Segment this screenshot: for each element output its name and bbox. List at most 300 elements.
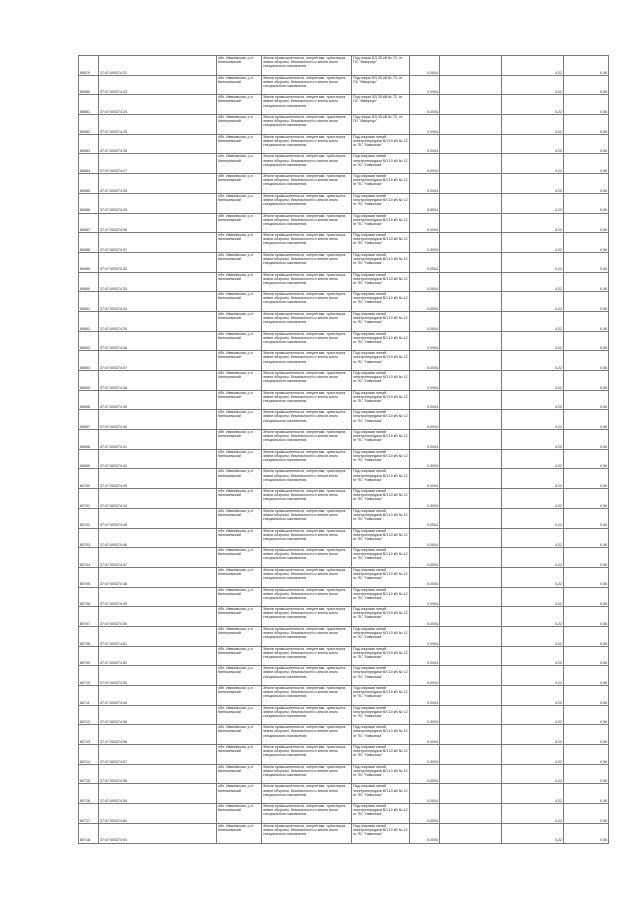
empty-cell [440,292,502,312]
total-cell: 0,06 [564,174,609,194]
value-cell: 4,22 [502,705,564,725]
category-cell: Земли промышленности, энергетики, транспорта, земли обороны, безопасности и земли иного специального назначения [262,804,352,824]
permitted-use-cell: Под опорами линий электропередачи ВЛ-10 кВ № 12 от ПС "Наволоки" [352,607,410,627]
area-cell: 0,0004 [410,174,440,194]
category-cell: Земли промышленности, энергетики, транспорта, земли обороны, безопасности и земли иного специального назначения [262,587,352,607]
table-row [79,489,609,509]
table-row [79,154,609,174]
empty-cell [440,587,502,607]
category-cell: Земли промышленности, энергетики, транспорта, земли обороны, безопасности и земли иного специального назначения [262,489,352,509]
permitted-use-cell: Под опорами линий электропередачи ВЛ-10 кВ № 12 от ПС "Наволоки" [352,626,410,646]
cadastral-number-cell: 37:07:000374:59 [99,784,217,804]
table-row [79,469,609,489]
area-cell: 0,0004 [410,587,440,607]
total-cell: 0,06 [564,115,609,135]
total-cell: 0,06 [564,587,609,607]
table-row [79,410,609,430]
owner-cell: обл. Ивановская, р-н Кинешемский [217,390,262,410]
table-row [79,134,609,154]
area-cell: 0,0004 [410,56,440,76]
area-cell: 0,0004 [410,784,440,804]
permitted-use-cell: Под опорами линий электропередачи ВЛ-10 кВ № 12 от ПС "Наволоки" [352,745,410,765]
cadastral-number-cell: 37:07:000374:54 [99,686,217,706]
value-cell: 4,22 [502,75,564,95]
empty-cell [440,508,502,528]
value-cell: 4,22 [502,823,564,843]
table-row [79,449,609,469]
table-row [79,115,609,135]
value-cell: 4,22 [502,154,564,174]
category-cell: Земли промышленности, энергетики, транспорта, земли обороны, безопасности и земли иного специального назначения [262,686,352,706]
cadastral-number-cell: 37:07:000374:23 [99,75,217,95]
cadastral-number-cell: 37:07:000374:40 [99,410,217,430]
category-cell: Земли промышленности, энергетики, транспорта, земли обороны, безопасности и земли иного специального назначения [262,193,352,213]
permitted-use-cell: Под опоры ВЛ-35 кВ № 72, от ПС "Ивкорпус" [352,95,410,115]
row-number-cell: 80697 [79,410,99,430]
empty-cell [440,449,502,469]
row-number-cell: 80714 [79,745,99,765]
cadastral-number-cell: 37:07:000374:57 [99,745,217,765]
empty-cell [440,331,502,351]
total-cell: 0,06 [564,233,609,253]
category-cell: Земли промышленности, энергетики, транспорта, земли обороны, безопасности и земли иного специального назначения [262,115,352,135]
total-cell: 0,06 [564,804,609,824]
row-number-cell: 80694 [79,351,99,371]
permitted-use-cell: Под опорами линий электропередачи ВЛ-10 кВ № 12 от ПС "Наволоки" [352,567,410,587]
cadastral-number-cell: 37:07:000374:25 [99,115,217,135]
value-cell: 4,22 [502,548,564,568]
row-number-cell: 80717 [79,804,99,824]
owner-cell: обл. Ивановская, р-н Кинешемский [217,705,262,725]
table-row [79,587,609,607]
value-cell: 4,22 [502,567,564,587]
area-cell: 0,0004 [410,528,440,548]
owner-cell: обл. Ивановская, р-н Кинешемский [217,56,262,76]
area-cell: 0,0004 [410,449,440,469]
area-cell: 0,0004 [410,311,440,331]
row-number-cell: 80708 [79,626,99,646]
total-cell: 0,06 [564,784,609,804]
cadastral-number-cell: 37:07:000374:60 [99,804,217,824]
category-cell: Земли промышленности, энергетики, транспорта, земли обороны, безопасности и земли иного специального назначения [262,745,352,765]
category-cell: Земли промышленности, энергетики, транспорта, земли обороны, безопасности и земли иного специального назначения [262,607,352,627]
row-number-cell: 80715 [79,764,99,784]
total-cell: 0,06 [564,311,609,331]
owner-cell: обл. Ивановская, р-н Кинешемский [217,587,262,607]
row-number-cell: 80698 [79,430,99,450]
row-number-cell: 80705 [79,567,99,587]
cadastral-number-cell: 37:07:000374:58 [99,764,217,784]
empty-cell [440,567,502,587]
owner-cell: обл. Ивановская, р-н Кинешемский [217,607,262,627]
value-cell: 4,22 [502,528,564,548]
total-cell: 0,06 [564,823,609,843]
category-cell: Земли промышленности, энергетики, транспорта, земли обороны, безопасности и земли иного специального назначения [262,430,352,450]
area-cell: 0,0004 [410,252,440,272]
row-number-cell: 80712 [79,705,99,725]
value-cell: 4,22 [502,272,564,292]
area-cell: 0,0004 [410,371,440,391]
cadastral-number-cell: 37:07:000374:33 [99,272,217,292]
value-cell: 4,22 [502,508,564,528]
row-number-cell: 80693 [79,331,99,351]
cadastral-number-cell: 37:07:000374:43 [99,469,217,489]
row-number-cell: 80691 [79,292,99,312]
total-cell: 0,06 [564,213,609,233]
permitted-use-cell: Под опорами линий электропередачи ВЛ-10 кВ № 12 от ПС "Наволоки" [352,390,410,410]
category-cell: Земли промышленности, энергетики, транспорта, земли обороны, безопасности и земли иного специального назначения [262,626,352,646]
empty-cell [440,174,502,194]
row-number-cell: 80709 [79,646,99,666]
category-cell: Земли промышленности, энергетики, транспорта, земли обороны, безопасности и земли иного специального назначения [262,252,352,272]
row-number-cell: 80704 [79,548,99,568]
owner-cell: обл. Ивановская, р-н Кинешемский [217,686,262,706]
area-cell: 0,0004 [410,666,440,686]
permitted-use-cell: Под опорами линий электропередачи ВЛ-10 кВ № 12 от ПС "Наволоки" [352,233,410,253]
cadastral-number-cell: 37:07:000374:34 [99,292,217,312]
permitted-use-cell: Под опорами линий электропередачи ВЛ-10 кВ № 12 от ПС "Наволоки" [352,174,410,194]
row-number-cell: 80688 [79,233,99,253]
total-cell: 0,06 [564,745,609,765]
permitted-use-cell: Под опорами линий электропередачи ВЛ-10 кВ № 12 от ПС "Наволоки" [352,489,410,509]
cadastral-number-cell: 37:07:000374:44 [99,489,217,509]
empty-cell [440,311,502,331]
land-plots-table [78,55,609,844]
category-cell: Земли промышленности, энергетики, транспорта, земли обороны, безопасности и земли иного специального назначения [262,528,352,548]
cadastral-number-cell: 37:07:000374:50 [99,607,217,627]
owner-cell: обл. Ивановская, р-н Кинешемский [217,449,262,469]
total-cell: 0,06 [564,292,609,312]
cadastral-number-cell: 37:07:000374:22 [99,56,217,76]
cadastral-number-cell: 37:07:000374:56 [99,725,217,745]
permitted-use-cell: Под опорами линий электропередачи ВЛ-10 кВ № 12 от ПС "Наволоки" [352,252,410,272]
category-cell: Земли промышленности, энергетики, транспорта, земли обороны, безопасности и земли иного специального назначения [262,331,352,351]
table-row [79,548,609,568]
permitted-use-cell: Под опорами линий электропередачи ВЛ-10 кВ № 12 от ПС "Наволоки" [352,823,410,843]
permitted-use-cell: Под опоры ВЛ-35 кВ № 72, от ПС "Ивкорпус" [352,56,410,76]
cadastral-number-cell: 37:07:000374:48 [99,567,217,587]
permitted-use-cell: Под опорами линий электропередачи ВЛ-10 кВ № 12 от ПС "Наволоки" [352,351,410,371]
value-cell: 4,22 [502,804,564,824]
empty-cell [440,784,502,804]
permitted-use-cell: Под опоры ВЛ-35 кВ № 72, от ПС "Ивкорпус" [352,75,410,95]
row-number-cell: 80718 [79,823,99,843]
total-cell: 0,06 [564,469,609,489]
cadastral-number-cell: 37:07:000374:46 [99,528,217,548]
empty-cell [440,134,502,154]
total-cell: 0,06 [564,686,609,706]
cadastral-number-cell: 37:07:000374:27 [99,154,217,174]
category-cell: Земли промышленности, энергетики, транспорта, земли обороны, безопасности и земли иного специального назначения [262,233,352,253]
value-cell: 4,22 [502,686,564,706]
owner-cell: обл. Ивановская, р-н Кинешемский [217,410,262,430]
cadastral-number-cell: 37:07:000374:24 [99,95,217,115]
value-cell: 4,22 [502,725,564,745]
value-cell: 4,22 [502,292,564,312]
category-cell: Земли промышленности, энергетики, транспорта, земли обороны, безопасности и земли иного специального назначения [262,823,352,843]
row-number-cell: 80681 [79,95,99,115]
total-cell: 0,06 [564,193,609,213]
total-cell: 0,06 [564,764,609,784]
table-row [79,351,609,371]
table-row [79,174,609,194]
row-number-cell: 80684 [79,154,99,174]
table-row [79,390,609,410]
empty-cell [440,115,502,135]
row-number-cell: 80683 [79,134,99,154]
category-cell: Земли промышленности, энергетики, транспорта, земли обороны, безопасности и земли иного специального назначения [262,75,352,95]
owner-cell: обл. Ивановская, р-н Кинешемский [217,745,262,765]
value-cell: 4,22 [502,489,564,509]
category-cell: Земли промышленности, энергетики, транспорта, земли обороны, безопасности и земли иного специального назначения [262,567,352,587]
cadastral-number-cell: 37:07:000374:55 [99,705,217,725]
row-number-cell: 80699 [79,449,99,469]
owner-cell: обл. Ивановская, р-н Кинешемский [217,823,262,843]
permitted-use-cell: Под опорами линий электропередачи ВЛ-10 кВ № 12 от ПС "Наволоки" [352,764,410,784]
empty-cell [440,213,502,233]
value-cell: 4,22 [502,469,564,489]
table-row [79,430,609,450]
cadastral-number-cell: 37:07:000374:32 [99,252,217,272]
table-row [79,666,609,686]
empty-cell [440,430,502,450]
empty-cell [440,626,502,646]
category-cell: Земли промышленности, энергетики, транспорта, земли обороны, безопасности и земли иного специального назначения [262,272,352,292]
permitted-use-cell: Под опорами линий электропередачи ВЛ-10 кВ № 12 от ПС "Наволоки" [352,134,410,154]
area-cell: 0,0004 [410,292,440,312]
row-number-cell: 80689 [79,252,99,272]
owner-cell: обл. Ивановская, р-н Кинешемский [217,666,262,686]
value-cell: 4,22 [502,351,564,371]
table-row [79,75,609,95]
cadastral-number-cell: 37:07:000374:28 [99,174,217,194]
empty-cell [440,686,502,706]
total-cell: 0,06 [564,646,609,666]
cadastral-number-cell: 37:07:000374:35 [99,311,217,331]
cadastral-number-cell: 37:07:000374:51 [99,626,217,646]
table-row [79,193,609,213]
total-cell: 0,06 [564,626,609,646]
total-cell: 0,06 [564,134,609,154]
cadastral-number-cell: 37:07:000374:39 [99,390,217,410]
area-cell: 0,0004 [410,134,440,154]
area-cell: 0,0004 [410,95,440,115]
owner-cell: обл. Ивановская, р-н Кинешемский [217,213,262,233]
cadastral-number-cell: 37:07:000374:31 [99,233,217,253]
area-cell: 0,0004 [410,626,440,646]
area-cell: 0,0004 [410,508,440,528]
category-cell: Земли промышленности, энергетики, транспорта, земли обороны, безопасности и земли иного специального назначения [262,548,352,568]
empty-cell [440,666,502,686]
permitted-use-cell: Под опорами линий электропередачи ВЛ-10 кВ № 12 от ПС "Наволоки" [352,804,410,824]
empty-cell [440,804,502,824]
area-cell: 0,0004 [410,154,440,174]
owner-cell: обл. Ивановская, р-н Кинешемский [217,725,262,745]
row-number-cell: 80692 [79,311,99,331]
row-number-cell: 80686 [79,193,99,213]
row-number-cell: 80713 [79,725,99,745]
permitted-use-cell: Под опорами линий электропередачи ВЛ-10 кВ № 12 от ПС "Наволоки" [352,410,410,430]
row-number-cell: 80685 [79,174,99,194]
category-cell: Земли промышленности, энергетики, транспорта, земли обороны, безопасности и земли иного специального назначения [262,725,352,745]
area-cell: 0,0004 [410,764,440,784]
owner-cell: обл. Ивановская, р-н Кинешемский [217,193,262,213]
area-cell: 0,0004 [410,646,440,666]
empty-cell [440,823,502,843]
empty-cell [440,410,502,430]
permitted-use-cell: Под опорами линий электропередачи ВЛ-10 кВ № 12 от ПС "Наволоки" [352,213,410,233]
cadastral-number-cell: 37:07:000374:30 [99,213,217,233]
row-number-cell: 80682 [79,115,99,135]
empty-cell [440,390,502,410]
area-cell: 0,0004 [410,469,440,489]
table-row [79,567,609,587]
permitted-use-cell: Под опорами линий электропередачи ВЛ-10 кВ № 12 от ПС "Наволоки" [352,469,410,489]
row-number-cell: 80696 [79,390,99,410]
cadastral-number-cell: 37:07:000374:36 [99,331,217,351]
cadastral-number-cell: 37:07:000374:41 [99,430,217,450]
empty-cell [440,272,502,292]
value-cell: 4,22 [502,764,564,784]
empty-cell [440,75,502,95]
owner-cell: обл. Ивановская, р-н Кинешемский [217,469,262,489]
category-cell: Земли промышленности, энергетики, транспорта, земли обороны, безопасности и земли иного специального назначения [262,95,352,115]
empty-cell [440,56,502,76]
category-cell: Земли промышленности, энергетики, транспорта, земли обороны, безопасности и земли иного специального назначения [262,56,352,76]
row-number-cell: 80711 [79,686,99,706]
empty-cell [440,351,502,371]
value-cell: 4,22 [502,587,564,607]
value-cell: 4,22 [502,666,564,686]
owner-cell: обл. Ивановская, р-н Кинешемский [217,430,262,450]
owner-cell: обл. Ивановская, р-н Кинешемский [217,311,262,331]
total-cell: 0,06 [564,666,609,686]
row-number-cell: 80700 [79,469,99,489]
table-row [79,725,609,745]
category-cell: Земли промышленности, энергетики, транспорта, земли обороны, безопасности и земли иного специального назначения [262,449,352,469]
owner-cell: обл. Ивановская, р-н Кинешемский [217,292,262,312]
owner-cell: обл. Ивановская, р-н Кинешемский [217,784,262,804]
owner-cell: обл. Ивановская, р-н Кинешемский [217,154,262,174]
category-cell: Земли промышленности, энергетики, транспорта, земли обороны, безопасности и земли иного специального назначения [262,154,352,174]
area-cell: 0,0004 [410,75,440,95]
category-cell: Земли промышленности, энергетики, транспорта, земли обороны, безопасности и земли иного специального назначения [262,213,352,233]
permitted-use-cell: Под опорами линий электропередачи ВЛ-10 кВ № 12 от ПС "Наволоки" [352,646,410,666]
cadastral-number-cell: 37:07:000374:26 [99,134,217,154]
row-number-cell: 80702 [79,508,99,528]
table-row [79,823,609,843]
table-row [79,371,609,391]
area-cell: 0,0004 [410,390,440,410]
value-cell: 4,22 [502,371,564,391]
permitted-use-cell: Под опорами линий электропередачи ВЛ-10 кВ № 12 от ПС "Наволоки" [352,193,410,213]
permitted-use-cell: Под опорами линий электропередачи ВЛ-10 кВ № 12 от ПС "Наволоки" [352,311,410,331]
total-cell: 0,06 [564,607,609,627]
permitted-use-cell: Под опорами линий электропередачи ВЛ-10 кВ № 12 от ПС "Наволоки" [352,331,410,351]
owner-cell: обл. Ивановская, р-н Кинешемский [217,233,262,253]
category-cell: Земли промышленности, энергетики, транспорта, земли обороны, безопасности и земли иного специального назначения [262,666,352,686]
total-cell: 0,06 [564,95,609,115]
value-cell: 4,22 [502,745,564,765]
area-cell: 0,0004 [410,745,440,765]
total-cell: 0,06 [564,449,609,469]
value-cell: 4,22 [502,95,564,115]
permitted-use-cell: Под опорами линий электропередачи ВЛ-10 кВ № 12 от ПС "Наволоки" [352,666,410,686]
category-cell: Земли промышленности, энергетики, транспорта, земли обороны, безопасности и земли иного специального назначения [262,508,352,528]
permitted-use-cell: Под опорами линий электропередачи ВЛ-10 кВ № 12 от ПС "Наволоки" [352,705,410,725]
owner-cell: обл. Ивановская, р-н Кинешемский [217,134,262,154]
empty-cell [440,193,502,213]
owner-cell: обл. Ивановская, р-н Кинешемский [217,548,262,568]
table-row [79,646,609,666]
category-cell: Земли промышленности, энергетики, транспорта, земли обороны, безопасности и земли иного специального назначения [262,410,352,430]
cadastral-number-cell: 37:07:000374:49 [99,587,217,607]
owner-cell: обл. Ивановская, р-н Кинешемский [217,804,262,824]
area-cell: 0,0004 [410,213,440,233]
area-cell: 0,0004 [410,233,440,253]
value-cell: 4,22 [502,331,564,351]
table-row [79,626,609,646]
empty-cell [440,469,502,489]
area-cell: 0,0004 [410,410,440,430]
row-number-cell: 80703 [79,528,99,548]
owner-cell: обл. Ивановская, р-н Кинешемский [217,646,262,666]
value-cell: 4,22 [502,607,564,627]
empty-cell [440,154,502,174]
value-cell: 4,22 [502,626,564,646]
cadastral-number-cell: 37:07:000374:29 [99,193,217,213]
permitted-use-cell: Под опорами линий электропередачи ВЛ-10 кВ № 12 от ПС "Наволоки" [352,292,410,312]
cadastral-number-cell: 37:07:000374:38 [99,371,217,391]
value-cell: 4,22 [502,56,564,76]
area-cell: 0,0004 [410,607,440,627]
empty-cell [440,233,502,253]
category-cell: Земли промышленности, энергетики, транспорта, земли обороны, безопасности и земли иного специального назначения [262,371,352,391]
value-cell: 4,22 [502,646,564,666]
category-cell: Земли промышленности, энергетики, транспорта, земли обороны, безопасности и земли иного специального назначения [262,351,352,371]
owner-cell: обл. Ивановская, р-н Кинешемский [217,95,262,115]
owner-cell: обл. Ивановская, р-н Кинешемский [217,331,262,351]
total-cell: 0,06 [564,272,609,292]
permitted-use-cell: Под опорами линий электропередачи ВЛ-10 кВ № 12 от ПС "Наволоки" [352,371,410,391]
table-row [79,764,609,784]
owner-cell: обл. Ивановская, р-н Кинешемский [217,252,262,272]
total-cell: 0,06 [564,430,609,450]
value-cell: 4,22 [502,430,564,450]
value-cell: 4,22 [502,213,564,233]
cadastral-number-cell: 37:07:000374:42 [99,449,217,469]
area-cell: 0,0004 [410,686,440,706]
value-cell: 4,22 [502,115,564,135]
total-cell: 0,06 [564,351,609,371]
table-row [79,508,609,528]
area-cell: 0,0004 [410,823,440,843]
permitted-use-cell: Под опорами линий электропередачи ВЛ-10 кВ № 12 от ПС "Наволоки" [352,430,410,450]
table-row [79,784,609,804]
owner-cell: обл. Ивановская, р-н Кинешемский [217,75,262,95]
empty-cell [440,528,502,548]
permitted-use-cell: Под опорами линий электропередачи ВЛ-10 кВ № 12 от ПС "Наволоки" [352,508,410,528]
total-cell: 0,06 [564,725,609,745]
value-cell: 4,22 [502,252,564,272]
row-number-cell: 80707 [79,607,99,627]
total-cell: 0,06 [564,705,609,725]
empty-cell [440,95,502,115]
table-row [79,607,609,627]
row-number-cell: 80716 [79,784,99,804]
table-row [79,745,609,765]
value-cell: 4,22 [502,233,564,253]
